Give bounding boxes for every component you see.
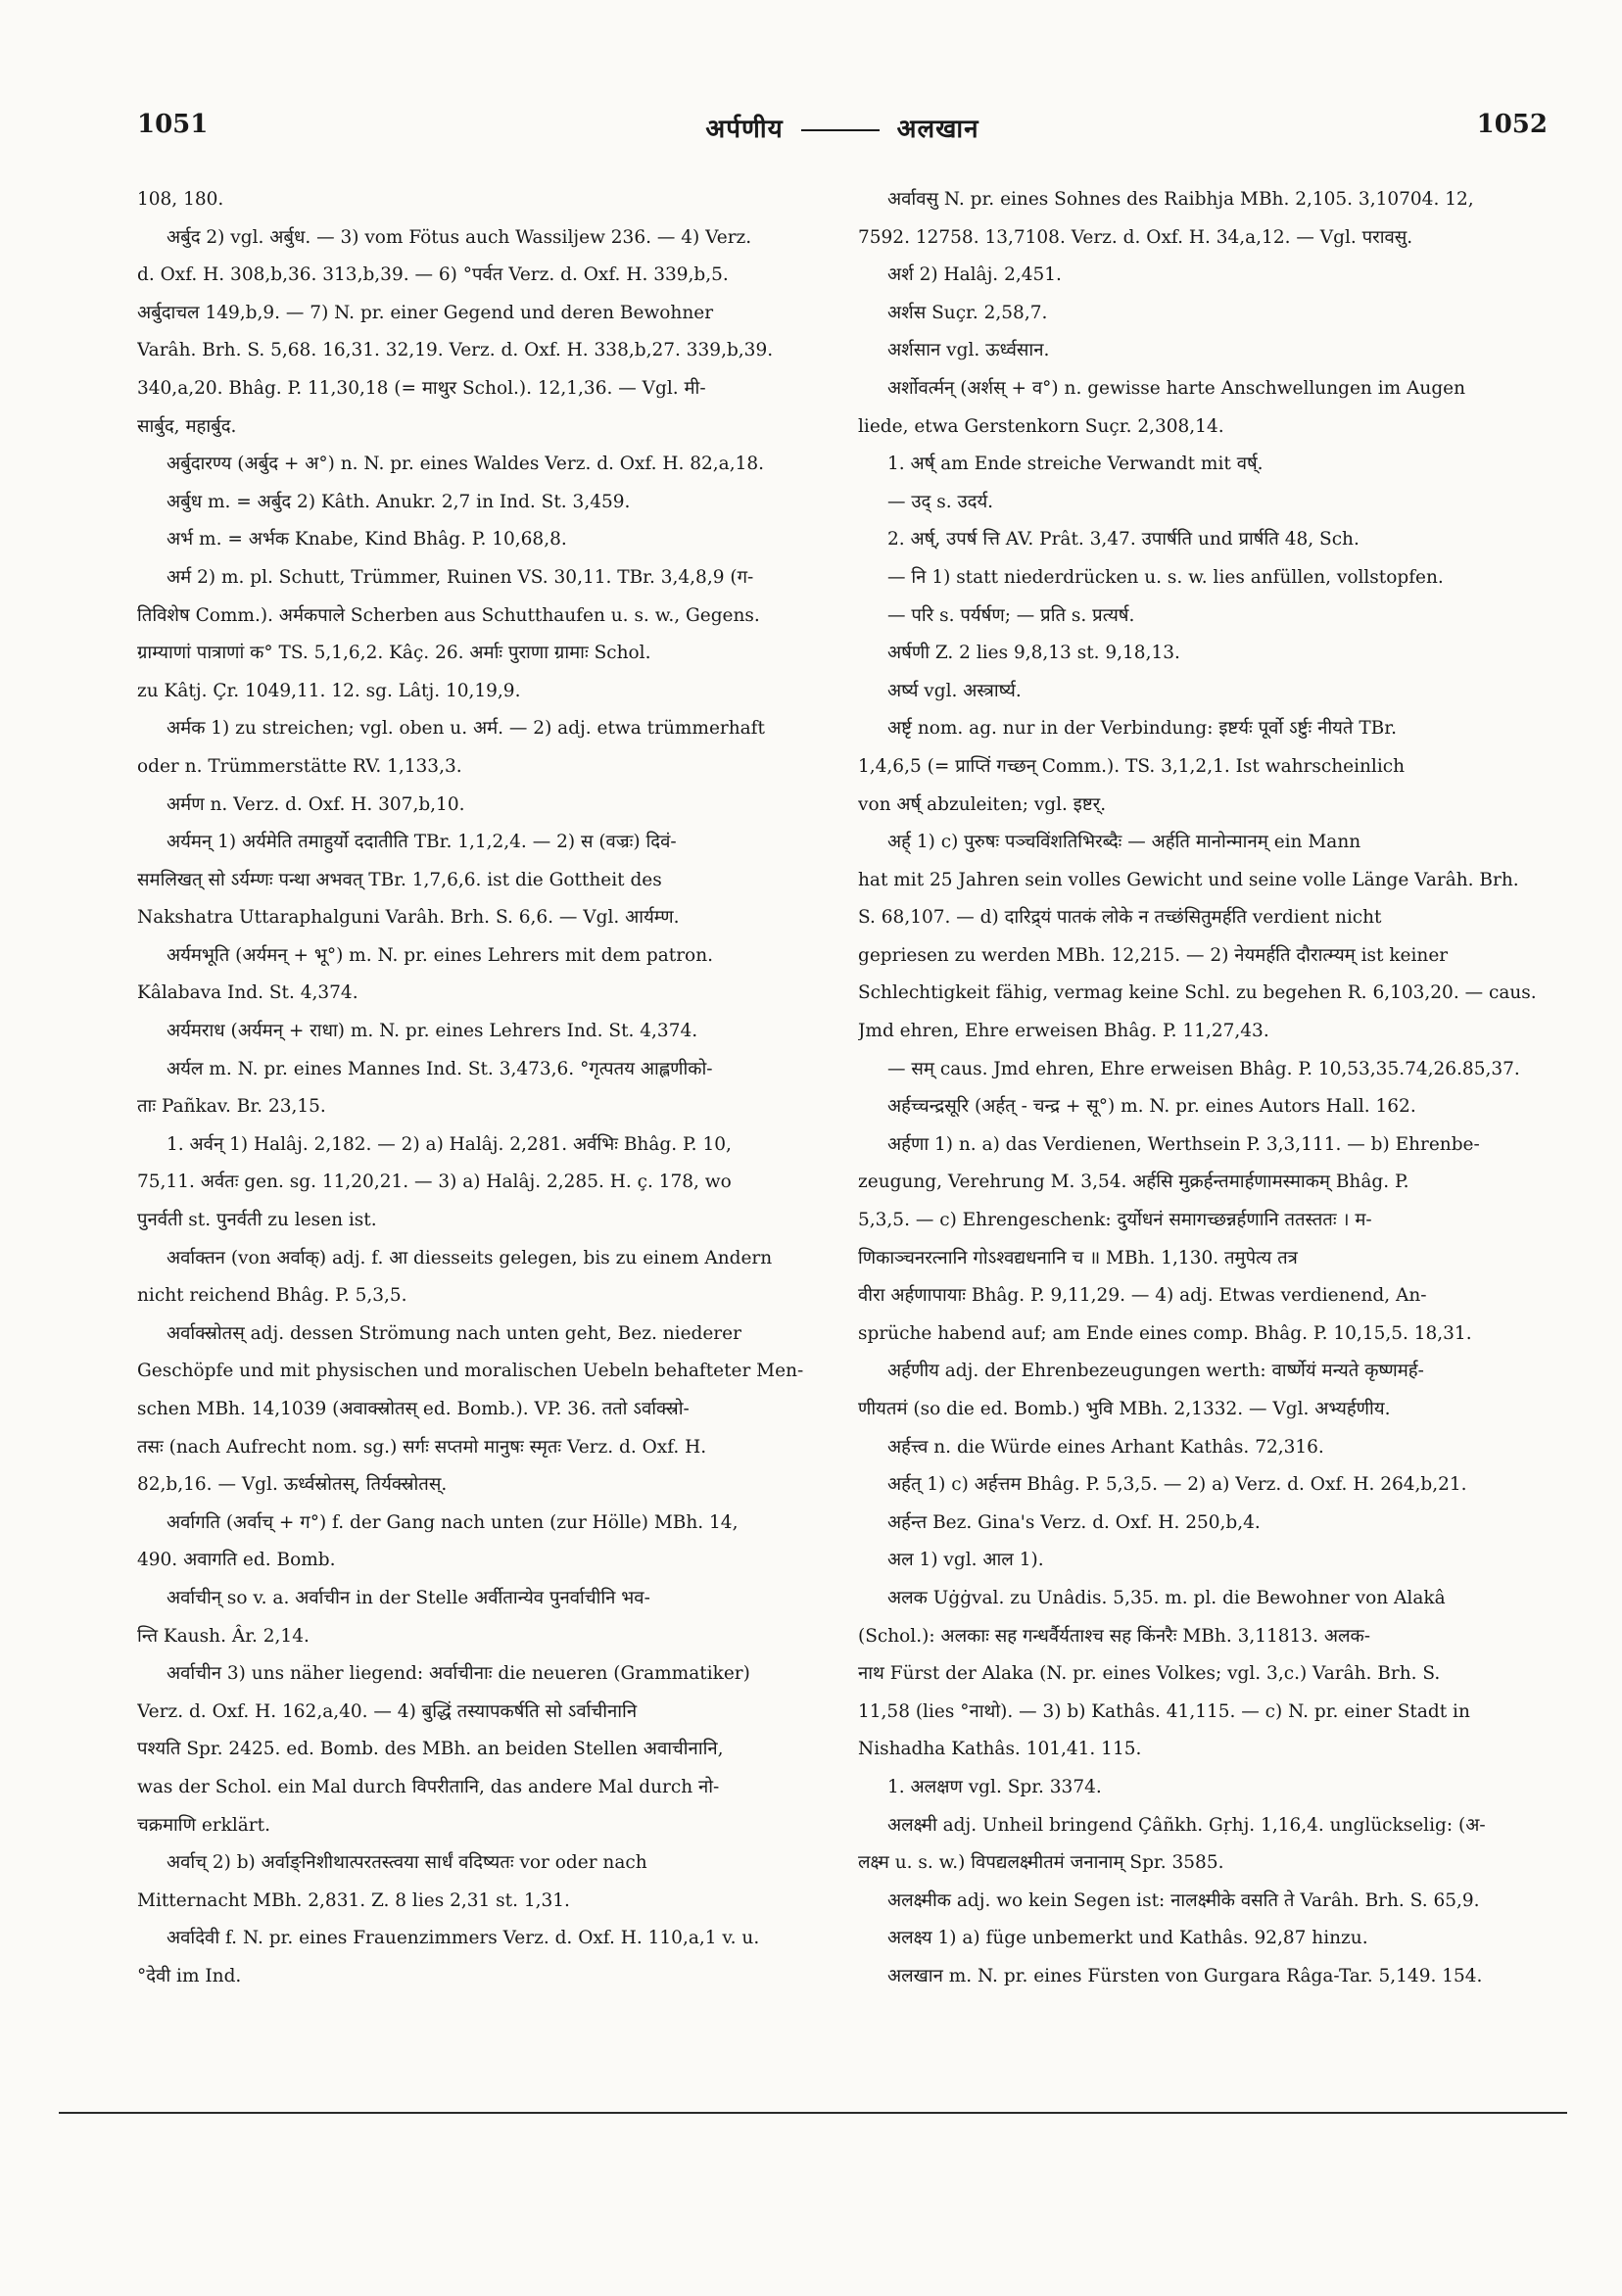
text-line: अलक्ष्य 1) a) füge unbemerkt und Kathâs. 92,87 hinzu. [887,1928,1368,1949]
text-line: अर्म 2) m. pl. Schutt, Trümmer, Ruinen VS. 30,11. TBr. 3,4,8,9 (ग- [167,566,754,588]
text-line: — उद् s. उदर्य. [887,491,994,512]
text-line: liede, etwa Gerstenkorn Suçr. 2,308,14. [858,415,1224,437]
title-dash [801,129,880,131]
running-title [137,110,1548,145]
text-line: Varâh. Brh. S. 5,68. 16,31. 32,19. Verz. d. Oxf. H. 338,b,27. 339,b,39. [137,340,774,361]
text-line: अर्यमराध (अर्यमन् + राधा) m. N. pr. eines Lehrers Ind. St. 4,374. [167,1021,698,1042]
text-line: तसः (nach Aufrecht nom. sg.) सर्गः सप्तमो मानुषः स्मृतः Verz. d. Oxf. H. [137,1436,707,1458]
text-line: ग्राम्याणां पात्राणां क° TS. 5,1,6,2. Kâç. 26. अर्माः पुराणा ग्रामाः Schol. [137,643,651,664]
text-line: अर्हच्चन्द्रसूरि (अर्हत् - चन्द्र + सू°) m. N. pr. eines Autors Hall. 162. [887,1096,1416,1118]
text-line: अर्मण n. Verz. d. Oxf. H. 307,b,10. [167,793,465,815]
page-number-left: 1051 [137,110,209,139]
text-line: 75,11. अर्वतः gen. sg. 11,20,21. — 3) a) Halâj. 2,285. H. ç. 178, wo [137,1172,732,1193]
text-line: न्ति Kaush. Âr. 2,14. [137,1625,310,1647]
text-line: अर्मक 1) zu streichen; vgl. oben u. अर्म. — 2) adj. etwa trümmerhaft [167,718,765,740]
text-line: सार्बुद, महार्बुद. [137,415,237,437]
text-line: अर्शसान vgl. ऊर्ध्वसान. [887,340,1050,361]
text-line: अर्हत् 1) c) अर्हत्तम Bhâg. P. 5,3,5. — 2) a) Verz. d. Oxf. H. 264,b,21. [887,1474,1467,1496]
text-line: Geschöpfe und mit physischen und moralischen Uebeln behafteter Men- [137,1361,804,1382]
text-line: अर्शस Suçr. 2,58,7. [887,302,1048,323]
text-line: चक्रमाणि erklärt. [137,1814,270,1836]
text-line: अर्यमभूति (अर्यमन् + भू°) m. N. pr. eines Lehrers mit dem patron. [167,944,713,966]
text-line: Mitternacht MBh. 2,831. Z. 8 lies 2,31 st. 1,31. [137,1889,570,1911]
text-line: 1. अलक्षण vgl. Spr. 3374. [887,1776,1102,1797]
text-line: अर्हणा 1) n. a) das Verdienen, Werthsein P. 3,3,111. — b) Ehrenbe- [887,1133,1480,1155]
text-line: von अर्ष् abzuleiten; vgl. इष्टर्. [858,793,1107,815]
text-line: नाथ Fürst der Alaka (N. pr. eines Volkes; vgl. 3,c.) Varâh. Brh. S. [858,1663,1441,1685]
text-line: पश्यति Spr. 2425. ed. Bomb. des MBh. an beiden Stellen अवाचीनानि, [137,1739,724,1760]
left-column [137,181,829,2081]
text-line: 490. अवागति ed. Bomb. [137,1550,336,1571]
text-line: Jmd ehren, Ehre erweisen Bhâg. P. 11,27,43. [858,1021,1269,1042]
text-line: — परि s. पर्यर्षण; — प्रति s. प्रत्यर्ष. [887,604,1135,626]
page-number-right: 1052 [1476,110,1548,139]
page-header [137,110,1548,149]
running-title-start: अर्पणीय [705,115,784,144]
text-line: अलक Uġġval. zu Unâdis. 5,35. m. pl. die Bewohner von Alakâ [887,1587,1446,1608]
text-line: अर्बुध m. = अर्बुद 2) Kâth. Anukr. 2,7 in Ind. St. 3,459. [167,491,631,512]
text-line: वीरा अर्हणापायाः Bhâg. P. 9,11,29. — 4) adj. Etwas verdienend, An- [858,1285,1427,1307]
text-line: अर्वादेवी f. N. pr. eines Frauenzimmers Verz. d. Oxf. H. 110,a,1 v. u. [167,1928,760,1949]
text-line: d. Oxf. H. 308,b,36. 313,b,39. — 6) °पर्वत Verz. d. Oxf. H. 339,b,5. [137,264,729,286]
text-line: अर्हत्त्व n. die Würde eines Arhant Kathâs. 72,316. [887,1436,1324,1458]
text-line: (Schol.): अलकाः सह गन्धर्वैर्यताश्च सह किंनरैः MBh. 3,11813. अलक- [858,1625,1370,1647]
text-line: 11,58 (lies °नाथो). — 3) b) Kathâs. 41,115. — c) N. pr. einer Stadt in [858,1700,1470,1722]
text-line: अर्ष्य vgl. अस्त्रार्ष्य. [887,680,1022,701]
text-line: gepriesen zu werden MBh. 12,215. — 2) नेयमर्हति दौरात्म्यम् ist keiner [858,944,1449,966]
text-line: 5,3,5. — c) Ehrengeschenk: दुर्योधनं समागच्छन्नर्हणानि ततस्ततः । म- [858,1210,1372,1231]
text-line: अर्ह् 1) c) पुरुषः पञ्चविंशतिभिरब्दैः — अर्हति मानोन्मानम् ein Mann [887,832,1361,853]
text-line: was der Schol. ein Mal durch विपरीतानि, das andere Mal durch नो- [137,1776,720,1797]
text-line: sprüche habend auf; am Ende eines comp. Bhâg. P. 10,15,5. 18,31. [858,1322,1472,1344]
text-line: अलक्ष्मी adj. Unheil bringend Çâñkh. Gṛhj. 1,16,4. unglückselig: (अ- [887,1814,1486,1836]
text-line: oder n. Trümmerstätte RV. 1,133,3. [137,755,462,777]
text-line: — नि 1) statt niederdrücken u. s. w. lies anfüllen, vollstopfen. [887,566,1444,588]
text-line: Nakshatra Uttaraphalguni Varâh. Brh. S. 6,6. — Vgl. आर्यम्ण. [137,907,680,929]
text-line: लक्ष्म u. s. w.) विपद्यलक्ष्मीतमं जनानाम् Spr. 3585. [858,1852,1224,1874]
text-line: अर्वावसु N. pr. eines Sohnes des Raibhja MBh. 2,105. 3,10704. 12, [887,189,1474,210]
text-line: अलक्ष्मीक adj. wo kein Segen ist: नालक्ष्मीके वसति ते Varâh. Brh. S. 65,9. [887,1889,1480,1911]
text-line: अर्भ m. = अर्भक Knabe, Kind Bhâg. P. 10,68,8. [167,529,567,550]
text-line: अर्शोवर्त्मन् (अर्शस् + व°) n. gewisse harte Anschwellungen im Augen [887,377,1466,399]
text-line: 7592. 12758. 13,7108. Verz. d. Oxf. H. 34,a,12. — Vgl. परावसु. [858,226,1413,248]
text-line: अर्यमन् 1) अर्यमेति तमाहुर्यो ददातीति TBr. 1,1,2,4. — 2) स (वज्रः) दिवं- [167,832,677,853]
text-line: अर्ष्टृ nom. ag. nur in der Verbindung: इष्टर्यः पूर्वो ऽर्ष्टुः नीयते TBr. [887,718,1397,740]
text-line: zu Kâtj. Çr. 1049,11. 12. sg. Lâtj. 10,19,9. [137,680,521,701]
text-line: Verz. d. Oxf. H. 162,a,40. — 4) बुद्धिं तस्यापकर्षति सो ऽर्वाचीनानि [137,1700,638,1722]
text-line: अर्यल m. N. pr. eines Mannes Ind. St. 3,473,6. °गृत्पतय आह्लणीको- [167,1058,713,1079]
text-line: — सम् caus. Jmd ehren, Ehre erweisen Bhâg. P. 10,53,35.74,26.85,37. [887,1058,1520,1079]
text-line: अर्वाचीन 3) uns näher liegend: अर्वाचीनाः die neueren (Grammatiker) [167,1663,750,1685]
footer-rule [59,2112,1567,2114]
text-line: Kâlabava Ind. St. 4,374. [137,982,358,1004]
text-line: hat mit 25 Jahren sein volles Gewicht und seine volle Länge Varâh. Brh. [858,869,1519,890]
text-line: अर्वाचीन् so v. a. अर्वाचीन in der Stelle अर्वीतान्येव पुनर्वाचीनि भव- [167,1587,650,1608]
text-line: तिविशेष Comm.). अर्मकपाले Scherben aus Schutthaufen u. s. w., Gegens. [137,604,760,626]
text-line: अर्वाक्तन (von अर्वाक्) adj. f. आ diesseits gelegen, bis zu einem Andern [167,1247,773,1268]
text-line: समलिखत् सो ऽर्यम्णः पन्था अभवत् TBr. 1,7,6,6. ist die Gottheit des [137,869,662,890]
text-line: Nishadha Kathâs. 101,41. 115. [858,1739,1142,1760]
text-line: °देवी im Ind. [137,1965,242,1986]
text-line: 1. अर्ष् am Ende streiche Verwandt mit वर्ष्. [887,454,1264,475]
text-line: nicht reichend Bhâg. P. 5,3,5. [137,1285,407,1307]
text-line: 82,b,16. — Vgl. ऊर्ध्वस्रोतस्, तिर्यक्स्रोतस्. [137,1474,448,1496]
text-line: अर्हन्त Bez. Gina's Verz. d. Oxf. H. 250,b,4. [887,1511,1261,1533]
text-line: अर्श 2) Halâj. 2,451. [887,264,1062,286]
text-line: 340,a,20. Bhâg. P. 11,30,18 (= माथुर Schol.). 12,1,36. — Vgl. मी- [137,377,706,399]
text-line: 108, 180. [137,189,224,210]
text-line: अर्बुदाचल 149,b,9. — 7) N. pr. einer Gegend und deren Bewohner [137,302,714,323]
text-line: अल 1) vgl. आल 1). [887,1550,1044,1571]
text-line: अर्षणी Z. 2 lies 9,8,13 st. 9,18,13. [887,643,1180,664]
text-line: ताः Pañkav. Br. 23,15. [137,1096,326,1118]
text-line: अलखान m. N. pr. eines Fürsten von Gurgara Râga-Tar. 5,149. 154. [887,1965,1483,1986]
text-line: अर्वाक्स्रोतस् adj. dessen Strömung nach unten geht, Bez. niederer [167,1322,741,1344]
text-line: zeugung, Verehrung M. 3,54. अर्हसि मुक्रर्हन्तमार्हणामस्माकम् Bhâg. P. [858,1172,1409,1193]
text-line: 1,4,6,5 (= प्राप्तिं गच्छन् Comm.). TS. 3,1,2,1. Ist wahrscheinlich [858,755,1406,777]
text-line: S. 68,107. — d) दारिद्र्यं पातकं लोके न तच्छंसितुमर्हति verdient nicht [858,907,1382,929]
text-line: अर्बुद 2) vgl. अर्बुध. — 3) vom Fötus auch Wassiljew 236. — 4) Verz. [167,226,752,248]
running-title-end: अलखान [896,115,979,144]
text-line: णिकाञ्चनरत्नानि गोऽश्वद्यधनानि च ॥ MBh. 1,130. तमुपेत्य तत्र [858,1247,1298,1268]
text-line: 1. अर्वन् 1) Halâj. 2,182. — 2) a) Halâj. 2,281. अर्वभिः Bhâg. P. 10, [167,1133,732,1155]
text-line: अर्हणीय adj. der Ehrenbezeugungen werth: वार्ष्णेयं मन्यते कृष्णमर्ह- [887,1361,1424,1382]
text-line: णीयतमं (so die ed. Bomb.) भुवि MBh. 2,1332. — Vgl. अभ्यर्हणीय. [858,1399,1391,1419]
text-line: 2. अर्ष्, उपर्ष त्ति AV. Prât. 3,47. उपार्षति und प्रार्षति 48, Sch. [887,529,1360,550]
text-line: schen MBh. 14,1039 (अवाक्स्रोतस् ed. Bomb.). VP. 36. ततो ऽर्वाक्स्रो- [137,1399,690,1419]
text-line: अर्वागति (अर्वाच् + ग°) f. der Gang nach unten (zur Hölle) MBh. 14, [167,1511,739,1533]
text-line: अर्बुदारण्य (अर्बुद + अ°) n. N. pr. eines Waldes Verz. d. Oxf. H. 82,a,18. [167,454,764,475]
text-line: Schlechtigkeit fähig, vermag keine Schl. zu begehen R. 6,103,20. — caus. [858,982,1537,1004]
right-column [858,181,1550,2081]
text-line: पुनर्वती st. पुनर्वती zu lesen ist. [137,1210,377,1231]
text-line: अर्वाच् 2) b) अर्वाङ्निशीथात्परतस्त्वया सार्धं वदिष्यतः vor oder nach [167,1852,647,1874]
